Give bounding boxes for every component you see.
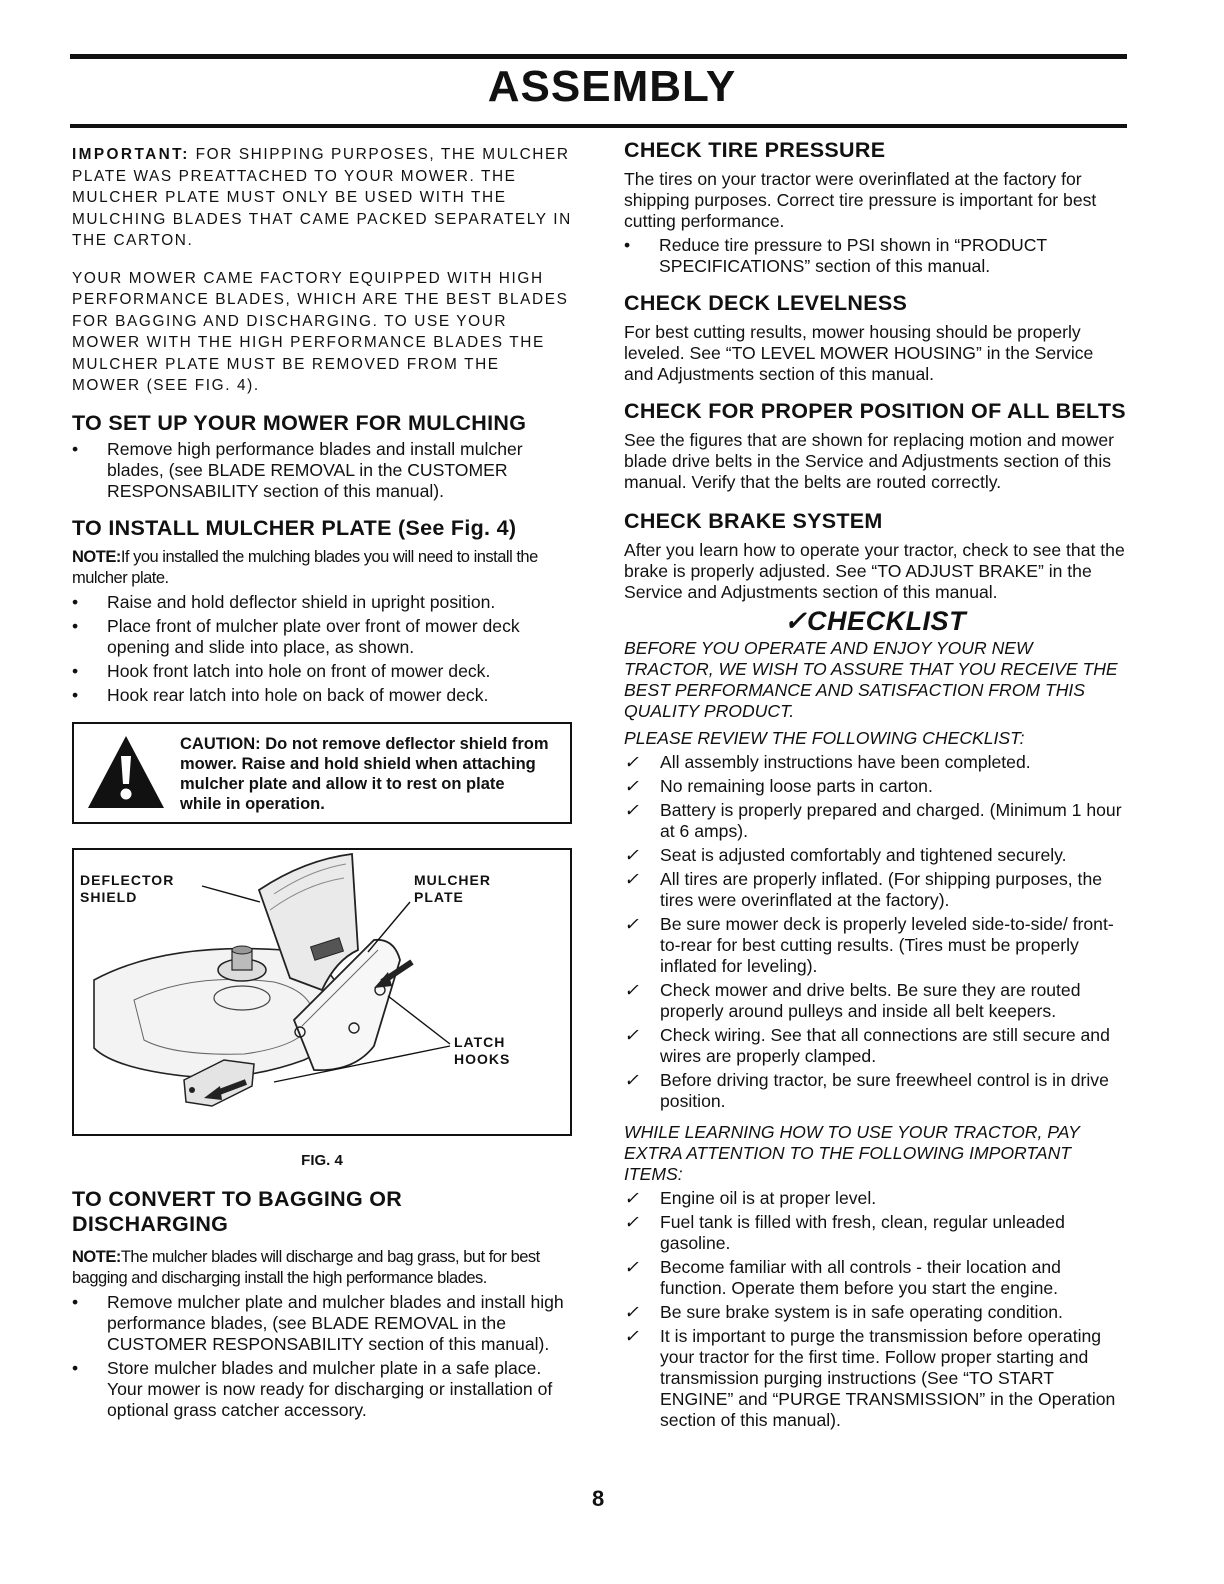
label-line: MULCHER: [414, 871, 491, 888]
install-note: [72, 547, 572, 589]
belts-paragraph: See the figures that are shown for replacing motion and mower blade drive belts in the Service and Adjustments section of this manual. Verify that the belts are routed correctly.: [624, 430, 1114, 492]
tire-heading: CHECK TIRE PRESSURE: [624, 138, 886, 162]
note-text: If you installed the mulching blades you will need to install the mulcher plate.: [72, 547, 538, 587]
left-column: [72, 144, 572, 1421]
label-deflector-shield: [80, 872, 174, 906]
important-text: FOR SHIPPING PURPOSES, THE MULCHER PLATE WAS PREATTACHED TO YOUR MOWER. THE MULCHER PLATE MUST ONLY BE USED WITH THE MULCHING BLADES THAT CAME PACKED SEPARATELY IN THE CARTON.: [72, 146, 572, 249]
note-text: The mulcher blades will discharge and bag grass, but for best bagging and discharging install the high performance blades.: [72, 1247, 540, 1287]
checklist-item: ✓ Seat is adjusted comfortably and tightened securely.: [624, 845, 1126, 866]
checklist-item: ✓ It is important to purge the transmission before operating your tractor for the first time. Follow proper starting and transmission purging instructions (See “TO START ENGINE” and “PURGE TRANSMISSION” in the Operation section of this manual).: [624, 1326, 1126, 1431]
tire-list: [624, 235, 1126, 277]
heading-line: TO CONVERT TO BAGGING OR: [72, 1186, 403, 1211]
caution-text: CAUTION: Do not remove deflector shield from mower. Raise and hold shield when attaching mulcher plate and allow it to rest on plate while in operation.: [180, 734, 549, 813]
top-rule: [70, 54, 1127, 59]
note-label: NOTE:: [72, 1247, 121, 1266]
learning-intro: WHILE LEARNING HOW TO USE YOUR TRACTOR, PAY EXTRA ATTENTION TO THE FOLLOWING IMPORTANT ITEMS:: [624, 1122, 1080, 1184]
checklist-item: ✓ Check wiring. See that all connections are still secure and wires are properly clamped.: [624, 1025, 1126, 1067]
list-item: • Hook front latch into hole on front of mower deck.: [72, 661, 572, 682]
title-rule: [70, 124, 1127, 128]
learning-list: [624, 1188, 1126, 1431]
list-item: • Reduce tire pressure to PSI shown in “PRODUCT SPECIFICATIONS” section of this manual.: [624, 235, 1126, 277]
setup-heading: TO SET UP YOUR MOWER FOR MULCHING: [72, 410, 527, 435]
install-list: [72, 592, 572, 706]
checklist-item: ✓ Check mower and drive belts. Be sure they are routed properly around pulleys and inside all belt keepers.: [624, 980, 1126, 1022]
warning-triangle-icon: [86, 732, 166, 812]
belts-heading: CHECK FOR PROPER POSITION OF ALL BELTS: [624, 399, 1126, 423]
caution-box: [72, 722, 572, 824]
important-paragraph: [72, 144, 572, 252]
heading-line: DISCHARGING: [72, 1211, 229, 1236]
checklist-review: PLEASE REVIEW THE FOLLOWING CHECKLIST:: [624, 728, 1025, 748]
important-label: IMPORTANT:: [72, 146, 190, 163]
list-item: • Store mulcher blades and mulcher plate in a safe place. Your mower is now ready for discharging or installation of optional grass catcher accessory.: [72, 1358, 572, 1421]
label-line: SHIELD: [80, 888, 138, 905]
brake-heading: CHECK BRAKE SYSTEM: [624, 509, 883, 533]
checklist-item: ✓ Engine oil is at proper level.: [624, 1188, 1126, 1209]
checklist-title: ✓CHECKLIST: [783, 606, 967, 636]
setup-list: [72, 439, 572, 502]
figure-caption: FIG. 4: [301, 1151, 343, 1169]
convert-heading: [72, 1187, 572, 1237]
install-heading: TO INSTALL MULCHER PLATE (See Fig. 4): [72, 515, 517, 540]
label-line: LATCH: [454, 1033, 506, 1050]
checklist-intro: BEFORE YOU OPERATE AND ENJOY YOUR NEW TRACTOR, WE WISH TO ASSURE THAT YOU RECEIVE THE BEST PERFORMANCE AND SATISFACTION FROM THIS QUALITY PRODUCT.: [624, 638, 1118, 721]
page-title: ASSEMBLY: [487, 62, 737, 111]
checklist-item: ✓ No remaining loose parts in carton.: [624, 776, 1126, 797]
checklist-item: ✓ Fuel tank is filled with fresh, clean, regular unleaded gasoline.: [624, 1212, 1126, 1254]
deck-heading: CHECK DECK LEVELNESS: [624, 291, 908, 315]
list-item: • Place front of mulcher plate over front of mower deck opening and slide into place, as shown.: [72, 616, 572, 658]
tire-paragraph: The tires on your tractor were overinflated at the factory for shipping purposes. Correct tire pressure is important for best cutting performance.: [624, 169, 1097, 231]
label-latch-hooks: [454, 1034, 510, 1068]
factory-paragraph: YOUR MOWER CAME FACTORY EQUIPPED WITH HIGH PERFORMANCE BLADES, WHICH ARE THE BEST BLADES FOR BAGGING AND DISCHARGING. TO USE YOUR MOWER WITH THE HIGH PERFORMANCE BLADES THE MULCHER PLATE MUST BE REMOVED FROM THE MOWER (SEE FIG. 4).: [72, 269, 569, 394]
list-item: • Hook rear latch into hole on back of mower deck.: [72, 685, 572, 706]
checklist-item: ✓ All assembly instructions have been completed.: [624, 752, 1126, 773]
convert-list: [72, 1292, 572, 1421]
page-number: 8: [592, 1486, 605, 1511]
list-item: • Remove mulcher plate and mulcher blades and install high performance blades, (see BLADE REMOVAL in the CUSTOMER RESPONSABILITY section of this manual).: [72, 1292, 572, 1355]
right-column: [624, 138, 1126, 1431]
checklist-item: ✓ Before driving tractor, be sure freewheel control is in drive position.: [624, 1070, 1126, 1112]
label-line: PLATE: [414, 888, 464, 905]
label-line: HOOKS: [454, 1050, 511, 1067]
label-mulcher-plate: [414, 872, 491, 906]
brake-paragraph: After you learn how to operate your tractor, check to see that the brake is properly adjusted. See “TO ADJUST BRAKE” in the Service and Adjustments section of this manual.: [624, 540, 1125, 602]
checklist-item: ✓ Become familiar with all controls - their location and function. Operate them before you start the engine.: [624, 1257, 1126, 1299]
checklist-item: ✓ Battery is properly prepared and charged. (Minimum 1 hour at 6 amps).: [624, 800, 1126, 842]
list-item: • Raise and hold deflector shield in upright position.: [72, 592, 572, 613]
checklist-item: ✓ Be sure mower deck is properly leveled side-to-side/ front-to-rear for best cutting results. (Tires must be properly inflated for leveling).: [624, 914, 1126, 977]
checklist-list: [624, 752, 1126, 1112]
label-line: DEFLECTOR: [80, 871, 175, 888]
deck-paragraph: For best cutting results, mower housing should be properly leveled. See “TO LEVEL MOWER HOUSING” in the Service and Adjustments section of this manual.: [624, 322, 1094, 384]
figure-4: [72, 848, 572, 1136]
checklist-item: ✓ All tires are properly inflated. (For shipping purposes, the tires were overinflated at the factory).: [624, 869, 1126, 911]
convert-note: [72, 1247, 572, 1289]
checklist-item: ✓ Be sure brake system is in safe operating condition.: [624, 1302, 1126, 1323]
note-label: NOTE:: [72, 547, 121, 566]
list-item: • Remove high performance blades and install mulcher blades, (see BLADE REMOVAL in the CUSTOMER RESPONSABILITY section of this manual).: [72, 439, 572, 502]
